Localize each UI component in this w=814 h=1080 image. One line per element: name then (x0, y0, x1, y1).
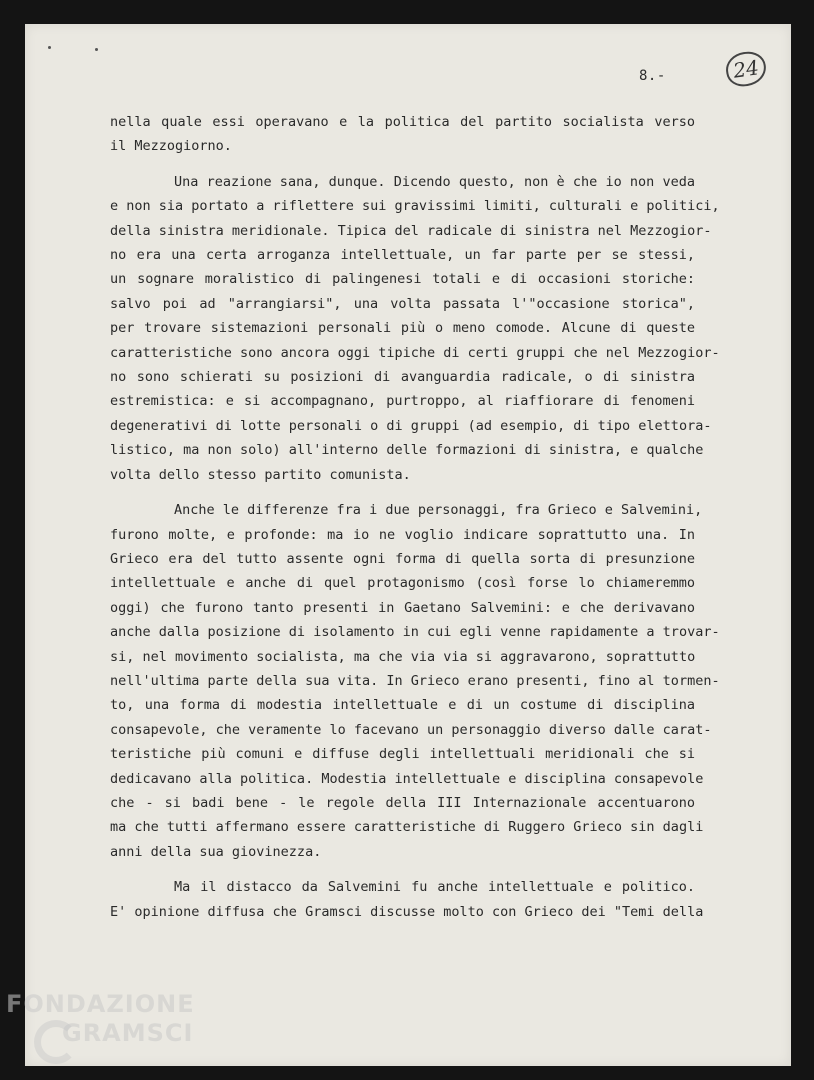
text-line: to, una forma di modestia intellettuale e di un costume di disciplina (110, 697, 695, 714)
text-line: anche dalla posizione di isolamento in cui egli venne rapidamente a trovar- (110, 624, 720, 641)
text-line: salvo poi ad "arrangiarsi", una volta passata l'"occasione storica", (110, 295, 695, 312)
text-line: ma che tutti affermano essere caratteristiche di Ruggero Grieco sin dagli (110, 819, 704, 836)
text-line: estremistica: e si accompagnano, purtroppo, al riaffiorare di fenomeni (110, 393, 695, 410)
text-line: intellettuale e anche di quel protagonismo (così forse lo chiameremmo (110, 575, 695, 592)
text-line: degenerativi di lotte personali o di gruppi (ad esempio, di tipo elettora- (110, 417, 712, 434)
text-line: Ma il distacco da Salvemini fu anche intellettuale e politico. (174, 879, 695, 896)
text-line: furono molte, e profonde: ma io ne voglio indicare soprattutto una. In (110, 526, 695, 543)
text-line: anni della sua giovinezza. (110, 843, 322, 860)
text-line: della sinistra meridionale. Tipica del radicale di sinistra nel Mezzogior- (110, 222, 712, 239)
text-line: no era una certa arroganza intellettuale, un far parte per se stessi, (110, 247, 695, 264)
text-line: no sono schierati su posizioni di avanguardia radicale, o di sinistra (110, 369, 695, 386)
text-line: caratteristiche sono ancora oggi tipiche di certi gruppi che nel Mezzogior- (110, 344, 720, 361)
paragraph (110, 498, 720, 864)
text-line: dedicavano alla politica. Modestia intellettuale e disciplina consapevole (110, 770, 704, 787)
text-line: Grieco era del tutto assente ogni forma di quella sorta di presunzione (110, 550, 695, 567)
paper-speck (48, 46, 51, 49)
watermark-line: GRAMSCI (62, 1019, 194, 1047)
text-line: Anche le differenze fra i due personaggi, fra Grieco e Salvemini, (174, 502, 703, 519)
text-line: si, nel movimento socialista, ma che via via si aggravarono, soprattutto (110, 648, 696, 665)
text-line: consapevole, che veramente lo facevano un personaggio diverso dalle carat- (110, 721, 712, 738)
handwritten-page-number: 24 (724, 49, 768, 88)
text-line: Una reazione sana, dunque. Dicendo questo, non è che io non veda (174, 173, 695, 190)
watermark-logo-icon (34, 1020, 78, 1064)
paragraph (110, 170, 720, 487)
text-line: il Mezzogiorno. (110, 138, 232, 155)
text-line: per trovare sistemazioni personali più o meno comode. Alcune di queste (110, 320, 695, 337)
paragraph (110, 875, 704, 924)
text-line: teristiche più comuni e diffuse degli intellettuali meridionali che si (110, 746, 695, 763)
text-line: oggi) che furono tanto presenti in Gaetano Salvemini: e che derivavano (110, 599, 695, 616)
watermark-line: FONDAZIONE (6, 990, 195, 1018)
text-line: nell'ultima parte della sua vita. In Grieco erano presenti, fino al tormen- (110, 672, 720, 689)
text-line: che - si badi bene - le regole della III Internazionale accentuarono (110, 794, 695, 811)
body-text (110, 110, 720, 924)
text-line: nella quale essi operavano e la politica del partito socialista verso (110, 114, 695, 130)
text-line: listico, ma non solo) all'interno delle formazioni di sinistra, e qualche (110, 442, 704, 459)
text-line: E' opinione diffusa che Gramsci discusse molto con Grieco dei "Temi della (110, 903, 704, 920)
text-line: volta dello stesso partito comunista. (110, 466, 411, 483)
paragraph (110, 110, 695, 159)
text-line: e non sia portato a riflettere sui gravissimi limiti, culturali e politici, (110, 198, 720, 215)
paper-speck (95, 48, 98, 51)
text-line: un sognare moralistico di palingenesi totali e di occasioni storiche: (110, 271, 695, 288)
page-number: 8.- (639, 68, 666, 84)
